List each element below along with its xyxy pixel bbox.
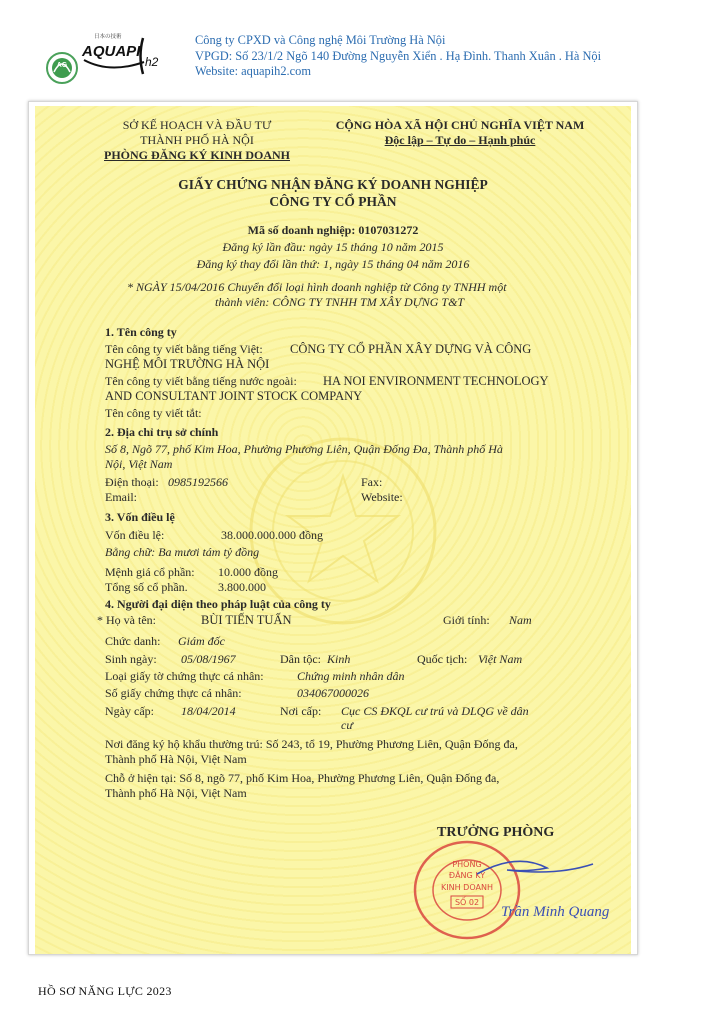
svg-text:KINH DOANH: KINH DOANH [441,883,493,892]
capital-in-words: Bằng chữ: Ba mươi tám tỷ đồng [105,545,260,559]
svg-text:AG: AG [56,62,68,69]
short-name-label: Tên công ty viết tắt: [105,406,202,420]
agency-line-1: SỞ KẾ HOẠCH VÀ ĐẦU TƯ [122,118,272,132]
dob-label: Sinh ngày: [105,652,157,666]
company-name-line: Công ty CPXD và Công nghệ Môi Trường Hà Nội [195,33,446,47]
certificate-content [35,106,631,955]
page-header [0,0,724,100]
capital-label: Vốn điều lệ: [105,528,165,542]
change-registration: Đăng ký thay đổi lần thứ: 1, ngày 15 tháng 04 năm 2016 [196,257,470,271]
ethnic-value: Kinh [327,652,351,666]
phone-label: Điện thoại: [105,475,159,489]
permanent-address-2: Thành phố Hà Nội, Việt Nam [105,752,247,766]
id-type-value: Chứng minh nhân dân [297,669,405,683]
svg-text:SỐ 02: SỐ 02 [454,898,480,907]
certificate-title: GIẤY CHỨNG NHẬN ĐĂNG KÝ DOANH NGHIỆP [178,177,488,192]
current-address-2: Thành phố Hà Nội, Việt Nam [105,786,247,800]
position-value: Giám đốc [178,634,225,648]
issue-date-value: 18/04/2014 [181,704,236,718]
business-registration-certificate [28,101,638,955]
red-stamp [407,832,610,942]
svg-text:h2: h2 [145,55,159,69]
par-value-label: Mệnh giá cổ phần: [105,565,195,579]
enterprise-code: Mã số doanh nghiệp: 0107031272 [247,223,419,237]
section-2-heading: 2. Địa chỉ trụ sở chính [105,425,219,439]
phone-value: 0985192566 [168,475,228,489]
dob-value: 05/08/1967 [181,652,236,666]
foreign-name-label: Tên công ty viết bằng tiếng nước ngoài: [105,374,297,388]
id-number-label: Số giấy chứng thực cá nhân: [105,686,242,700]
aquapih2-logo [40,26,170,90]
svg-text:ĐĂNG KÝ: ĐĂNG KÝ [448,871,486,880]
fax-label: Fax: [361,475,383,489]
id-number-value: 034067000026 [297,686,369,700]
foreign-name-2: AND CONSULTANT JOINT STOCK COMPANY [105,389,363,403]
signer-name: Trần Minh Quang [501,904,610,920]
svg-text:AQUAPI: AQUAPI [82,43,141,60]
motto-header: Độc lập – Tự do – Hạnh phúc [384,133,536,147]
total-shares: 3.800.000 [218,580,266,594]
gender-value: Nam [509,613,532,627]
capital-value: 38.000.000.000 đồng [221,528,323,542]
vn-name-2: NGHỆ MÔI TRƯỜNG HÀ NỘI [105,357,270,371]
first-registration: Đăng ký lần đầu: ngày 15 tháng 10 năm 2015 [222,240,444,254]
section-1-heading: 1. Tên công ty [105,325,177,339]
permanent-address-1: Nơi đăng ký hộ khẩu thường trú: Số 243, tổ 19, Phường Phương Liên, Quận Đống đa, [105,737,518,751]
conversion-note-1: * NGÀY 15/04/2016 Chuyển đổi loại hình doanh nghiệp từ Công ty TNHH một [127,280,507,294]
svg-text:日本の技術: 日本の技術 [94,34,122,40]
foreign-name-1: HA NOI ENVIRONMENT TECHNOLOGY [323,374,549,388]
current-address-1: Chỗ ở hiện tại: Số 8, ngõ 77, phố Kim Hoa, Phường Phương Liên, Quận Đống đa, [105,771,500,785]
company-address-line: VPGD: Số 23/1/2 Ngõ 140 Đường Nguyễn Xiển . Hạ Đình. Thanh Xuân . Hà Nội [195,48,602,63]
issue-place-1: Cục CS ĐKQL cư trú và DLQG về dân [341,704,529,718]
certificate-paper [35,106,631,954]
address-line-2: Nội, Việt Nam [105,457,173,471]
page-footer: HỒ SƠ NĂNG LỰC 2023 [38,984,172,998]
website-label: Website: [361,490,403,504]
company-website-line: Website: aquapih2.com [195,64,311,78]
rep-name-label: * Họ và tên: [97,613,156,627]
address-line-1: Số 8, Ngõ 77, phố Kim Hoa, Phường Phương Liên, Quận Đống Đa, Thành phố Hà [105,442,503,456]
email-label: Email: [105,490,137,504]
section-4-heading: 4. Người đại diện theo pháp luật của công ty [105,597,331,611]
nationality-value: Việt Nam [478,652,523,666]
total-shares-label: Tổng số cổ phần. [105,580,188,594]
gender-label: Giới tính: [443,613,490,627]
ethnic-label: Dân tộc: [280,652,321,666]
signature-title: TRƯỞNG PHÒNG [437,825,555,840]
nation-header: CỘNG HÒA XÃ HỘI CHỦ NGHĨA VIỆT NAM [335,118,585,132]
section-3-heading: 3. Vốn điều lệ [105,510,175,524]
issue-place-label: Nơi cấp: [280,704,322,718]
id-type-label: Loại giấy tờ chứng thực cá nhân: [105,669,264,683]
agency-line-3: PHÒNG ĐĂNG KÝ KINH DOANH [104,148,290,162]
vn-name-label: Tên công ty viết bằng tiếng Việt: [105,342,263,356]
rep-name: BÙI TIẾN TUẤN [201,613,292,627]
nationality-label: Quốc tịch: [417,652,468,666]
certificate-subtitle: CÔNG TY CỔ PHẦN [269,194,397,209]
issue-date-label: Ngày cấp: [105,704,154,718]
company-info [195,33,601,80]
agency-line-2: THÀNH PHỐ HÀ NỘI [140,133,254,147]
svg-text:PHÒNG: PHÒNG [452,860,482,869]
position-label: Chức danh: [105,634,161,648]
issue-place-2: cư [341,718,353,732]
vn-name-1: CÔNG TY CỔ PHẦN XÂY DỰNG VÀ CÔNG [290,342,532,356]
par-value: 10.000 đồng [218,565,278,579]
conversion-note-2: thành viên: CÔNG TY TNHH TM XÂY DỰNG T&T [215,295,465,309]
